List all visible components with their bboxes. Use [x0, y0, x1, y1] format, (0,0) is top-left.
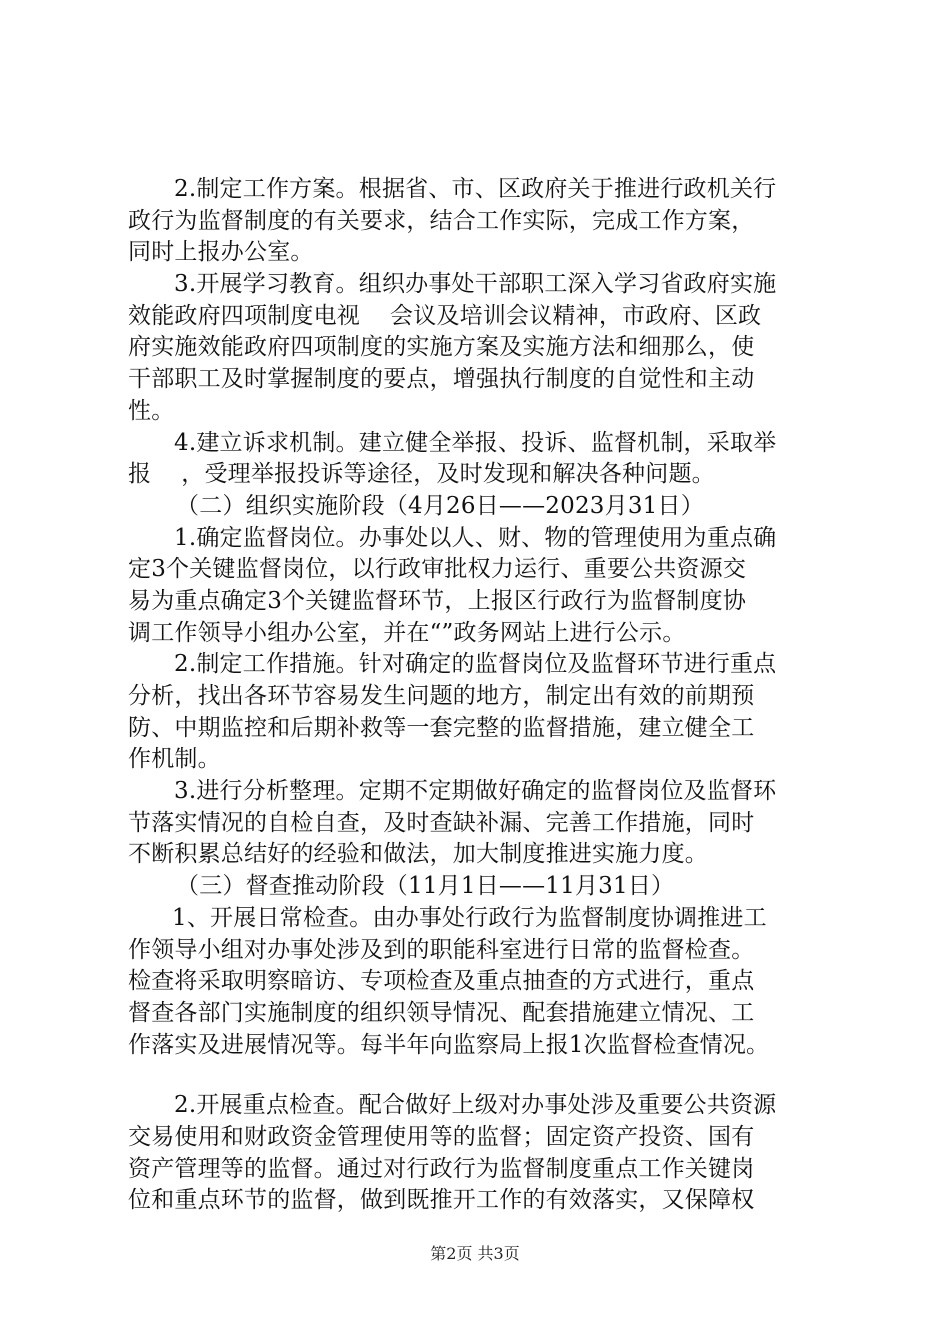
paragraph-line: 调工作领导小组办公室，并在“”政务网站上进行公示。 — [128, 619, 686, 646]
paragraph-line: 1.确定监督岗位。办事处以人、财、物的管理使用为重点确 — [174, 524, 777, 551]
paragraph-line: 位和重点环节的监督，做到既推开工作的有效落实，又保障权 — [128, 1187, 755, 1214]
paragraph-line: 交易使用和财政资金管理使用等的监督；固定资产投资、国有 — [128, 1123, 755, 1150]
paragraph-line: 检查将采取明察暗访、专项检查及重点抽查的方式进行，重点 — [128, 968, 755, 995]
paragraph-line: 2.开展重点检查。配合做好上级对办事处涉及重要公共资源 — [174, 1092, 777, 1119]
paragraph-line: 节落实情况的自检自查，及时查缺补漏、完善工作措施，同时 — [128, 809, 755, 836]
paragraph-line: 3.开展学习教育。组织办事处干部职工深入学习省政府实施 — [174, 271, 777, 298]
paragraph-line: 资产管理等的监督。通过对行政行为监督制度重点工作关键岗 — [128, 1155, 755, 1182]
paragraph-line: 4.建立诉求机制。建立健全举报、投诉、监督机制，采取举 — [174, 429, 777, 456]
paragraph-line: 效能政府四项制度电视 会议及培训会议精神，市政府、区政 — [128, 302, 762, 329]
paragraph-line: 干部职工及时掌握制度的要点，增强执行制度的自觉性和主动 — [128, 366, 755, 393]
paragraph-line: 防、中期监控和后期补救等一套完整的监督措施，建立健全工 — [128, 714, 755, 741]
paragraph-line: 性。 — [128, 397, 175, 424]
section-heading: （二）组织实施阶段（4月26日——2023月31日） — [176, 492, 704, 519]
paragraph-line: 1、开展日常检查。由办事处行政行为监督制度协调推进工 — [172, 904, 767, 931]
paragraph-line: 2.制定工作方案。根据省、市、区政府关于推进行政机关行 — [174, 176, 777, 202]
paragraph-line: 定3个关键监督岗位，以行政审批权力运行、重要公共资源交 — [128, 556, 747, 583]
paragraph-line: 不断积累总结好的经验和做法，加大制度推进实施力度。 — [128, 841, 708, 868]
paragraph-line: 作机制。 — [128, 746, 221, 773]
paragraph-line: 3.进行分析整理。定期不定期做好确定的监督岗位及监督环 — [174, 778, 777, 805]
paragraph-line: 政行为监督制度的有关要求，结合工作实际，完成工作方案， — [128, 207, 755, 234]
document-body — [128, 174, 838, 1217]
paragraph-line: 同时上报办公室。 — [128, 239, 314, 266]
paragraph-line: 府实施效能政府四项制度的实施方案及实施方法和细那么，使 — [128, 334, 755, 361]
paragraph-gap — [128, 1061, 838, 1090]
paragraph-line: 易为重点确定3个关键监督环节，上报区行政行为监督制度协 — [128, 587, 747, 614]
paragraph-line: 督查各部门实施制度的组织领导情况、配套措施建立情况、工 — [128, 999, 755, 1026]
paragraph-line: 作落实及进展情况等。每半年向监察局上报1次监督检查情况。 — [128, 1031, 770, 1058]
paragraph-line: 报 ，受理举报投诉等途径，及时发现和解决各种问题。 — [128, 461, 715, 488]
paragraph-line: 分析，找出各环节容易发生问题的地方，制定出有效的前期预 — [128, 683, 755, 709]
paragraph-line: 作领导小组对办事处涉及到的职能科室进行日常的监督检查。 — [128, 936, 755, 963]
paragraph-line: 2.制定工作措施。针对确定的监督岗位及监督环节进行重点 — [174, 651, 777, 678]
page-footer: 第2页 共3页 — [430, 1244, 520, 1263]
section-heading: （三）督查推动阶段（11月1日——11月31日） — [176, 873, 675, 900]
